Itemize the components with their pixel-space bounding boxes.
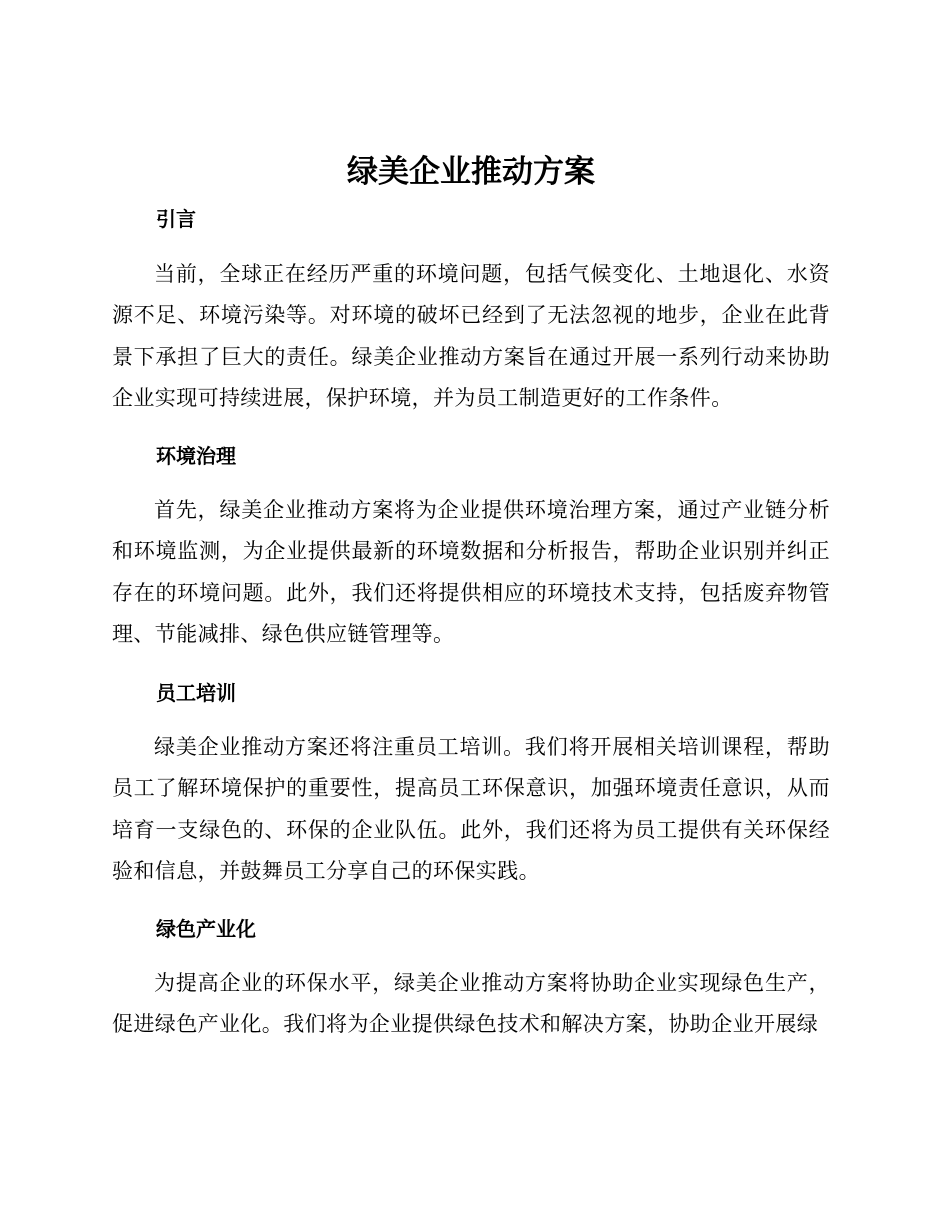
document-title: 绿美企业推动方案 (347, 154, 595, 190)
section-paragraph-intro: 当前，全球正在经历严重的环境问题，包括气候变化、土地退化、水资源不足、环境污染等。对环境的破坏已经到了无法忽视的地步，企业在此背景下承担了巨大的责任。绿美企业推动方案旨在通过开展一系列行动来协助企业实现可持续进展，保护环境，并为员工制造更好的工作条件。 (112, 262, 830, 410)
section-paragraph-environment: 首先，绿美企业推动方案将为企业提供环境治理方案，通过产业链分析和环境监测，为企业提供最新的环境数据和分析报告，帮助企业识别并纠正存在的环境问题。此外，我们还将提供相应的环境技术支持，包括废弃物管理、节能减排、绿色供应链管理等。 (112, 498, 830, 646)
section-heading-green-industry: 绿色产业化 (156, 917, 256, 941)
section-paragraph-green-industry: 为提高企业的环保水平，绿美企业推动方案将协助企业实现绿色生产，促进绿色产业化。我们将为企业提供绿色技术和解决方案，协助企业开展绿 (112, 971, 830, 1037)
section-heading-intro: 引言 (156, 207, 196, 231)
section-heading-training: 员工培训 (156, 681, 236, 705)
section-paragraph-training: 绿美企业推动方案还将注重员工培训。我们将开展相关培训课程，帮助员工了解环境保护的重要性，提高员工环保意识，加强环境责任意识，从而培育一支绿色的、环保的企业队伍。此外，我们还将为员工提供有关环保经验和信息，并鼓舞员工分享自己的环保实践。 (112, 735, 830, 883)
section-heading-environment: 环境治理 (156, 444, 236, 468)
